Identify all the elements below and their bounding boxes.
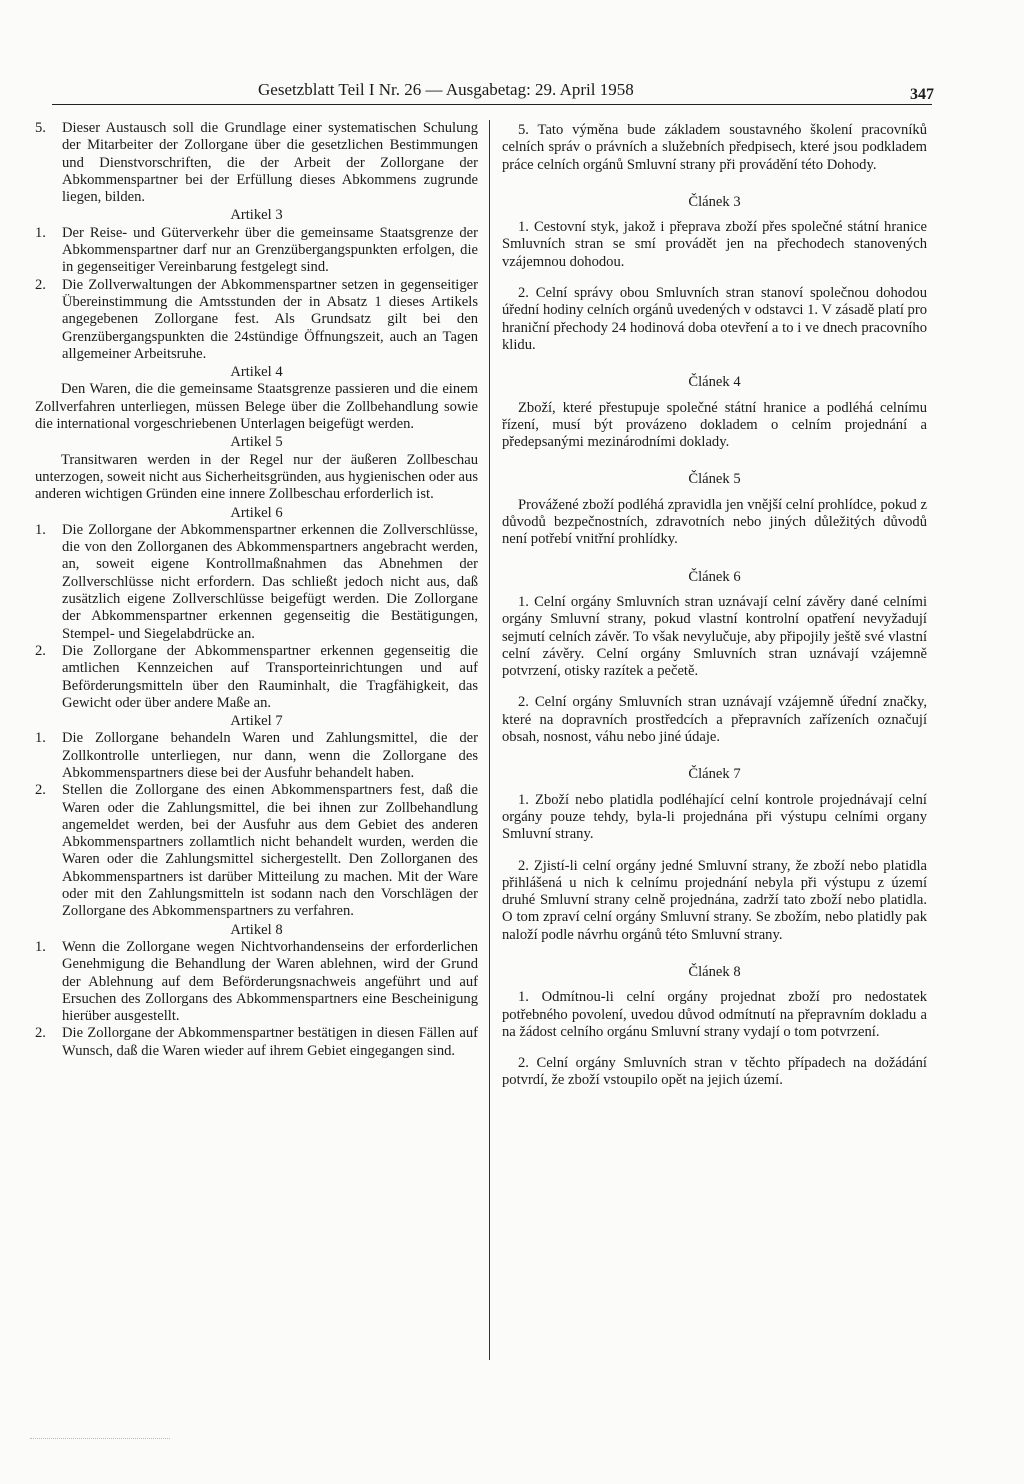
- clanek-2-paragraph-5: 5. Tato výměna bude základem soustavného školení pracovníků celních správ o právních a služebních předpisech, které jsou podkladem práce celních orgánů Smluvní strany při provádění této Dohody.: [502, 122, 927, 173]
- article-2-paragraph-5: [35, 120, 478, 206]
- paragraph-number: 2.: [35, 1025, 46, 1042]
- column-divider: [489, 120, 490, 1360]
- paragraph-number: 1.: [35, 224, 46, 241]
- article-6-paragraph-1: [35, 522, 478, 643]
- clanek-7-paragraph-2: 2. Zjistí-li celní orgány jedné Smluvní strany, že zboží nebo platidla přihlášená u nich k celnímu projednání nebyla při výstupu z území druhé Smluvní strany celně projednána, zadrží tato zboží nebo platidla. O tom zpraví celní orgány Smluvní strany. Se zbožím, nebo platidly pak naloží podle návrhu orgánů této Smluvní strany.: [502, 857, 927, 943]
- article-3-paragraph-1: [35, 225, 478, 277]
- article-5-heading: Artikel 5: [230, 434, 283, 451]
- clanek-7-heading: Článek 7: [688, 766, 741, 783]
- article-8-paragraph-1: [35, 939, 478, 1025]
- article-5-text: Transitwaren werden in der Regel nur der äußeren Zollbeschau unterzogen, soweit nicht aus Sicherheitsgründen, aus hygienischen oder aus anderen wichtigen Gründen eine innere Zollbeschau erforderlich ist.: [35, 451, 478, 503]
- paragraph-text: Stellen die Zollorgane des einen Abkommenspartners fest, daß die Waren oder die Zahlungsmittel, die bei ihnen zur Zollbehandlung angemeldet werden, bei der Ausfuhr aus dem Gebiet des anderen Abkommenspartners zollamtlich nicht behandelt wurden, werden die Waren oder die Zahlungsmittel sichergestellt. Den Zollorganen des Abkommenspartners ist darüber Mitteilung zu machen. Mit der Ware oder mit den Zahlungsmitteln ist sodann nach den Vorschlägen der Zollorgane des Abkommenspartners zu verfahren.: [62, 782, 478, 920]
- clanek-3-heading: Článek 3: [688, 193, 741, 210]
- paragraph-number: 2.: [35, 782, 46, 799]
- paragraph-number: 1.: [35, 521, 46, 538]
- clanek-8-heading: Článek 8: [688, 963, 741, 980]
- paragraph-text: Wenn die Zollorgane wegen Nichtvorhandenseins der erforderlichen Genehmigung die Behandlung der Waren ablehnen, wird der Grund der Ablehnung auf dem Beförderungsnachweis angeführt und auf Ersuchen des Zollorgans des Abkommenspartners eine Bescheinigung hierüber ausgestellt.: [62, 938, 478, 1025]
- paragraph-text: Die Zollorgane der Abkommenspartner bestätigen in diesen Fällen auf Wunsch, daß die Waren wieder auf ihrem Gebiet eingegangen sind.: [62, 1025, 478, 1059]
- article-6-paragraph-2: [35, 643, 478, 712]
- clanek-7-paragraph-1: 1. Zboží nebo platidla podléhající celní kontrole projednávají celní orgány pouze tehdy, byla-li projednána při výstupu celními organy Smluvní strany.: [502, 791, 927, 843]
- running-header-title: Gesetzblatt Teil I Nr. 26 — Ausgabetag: 29. April 1958: [258, 80, 634, 99]
- clanek-6-paragraph-2: 2. Celní orgány Smluvních stran uznávají vzájemně úřední značky, které na dopravních prostředcích a přepravních zařízeních označují obsah, nosnost, váhu nebo jiné údaje.: [502, 694, 927, 746]
- paragraph-text: Der Reise- und Güterverkehr über die gemeinsame Staatsgrenze der Abkommenspartner darf nur an Grenzübergangspunkten erfolgen, die in gegenseitiger Vereinbarung festgelegt sind.: [62, 224, 478, 276]
- article-3-heading: Artikel 3: [230, 207, 283, 224]
- paragraph-text: Die Zollorgane behandeln Waren und Zahlungsmittel, die der Zollkontrolle unterliegen, nur dann, wenn die Zollorgane des Abkommenspartners diese bei der Ausfuhr behandelt haben.: [62, 730, 478, 781]
- paragraph-number: 1.: [35, 938, 46, 955]
- header-rule: [52, 104, 932, 105]
- clanek-4-heading: Článek 4: [688, 374, 741, 391]
- page-number: 347: [910, 86, 934, 103]
- clanek-3-paragraph-2: 2. Celní správy obou Smluvních stran stanoví společnou dohodou úřední hodiny celních orgánů uvedených v odstavci 1. V zásadě platí pro hraniční přechody 24 hodinová doba otevření a to i ve dnech pracovního klidu.: [502, 285, 927, 353]
- german-column: [35, 120, 478, 1060]
- czech-column: [502, 120, 927, 1104]
- article-8-paragraph-2: [35, 1025, 478, 1060]
- paragraph-number: 2.: [35, 642, 46, 659]
- clanek-6-paragraph-1: 1. Celní orgány Smluvních stran uznávají celní závěry dané celními orgány Smluvní strany, pokud vlastní kontrolní opatření nevyžadují sejmutí celních závěr. To však nevylučuje, aby připojily ještě své vlastní celní závěry. Celní orgány Smluvních stran uznávají vzájemně potvrzení, otisky razítek a pečetě.: [502, 593, 927, 680]
- article-7-heading: Artikel 7: [230, 713, 283, 730]
- scan-artifact: [30, 1438, 170, 1445]
- article-6-heading: Artikel 6: [230, 504, 283, 521]
- paragraph-number: 2.: [35, 276, 46, 293]
- paragraph-text: Dieser Austausch soll die Grundlage einer systematischen Schulung der Mitarbeiter der Zollorgane über die gesetzlichen Bestimmungen und Dienstvorschriften, die der Arbeit der Zollorgane der Abkommenspartner bei der Erfüllung dieses Abkommens zugrunde liegen, bilden.: [62, 120, 478, 206]
- paragraph-number: 5.: [35, 120, 46, 136]
- article-8-heading: Artikel 8: [230, 921, 283, 938]
- clanek-8-paragraph-1: 1. Odmítnou-li celní orgány projednat zboží pro nedostatek potřebného povolení, uvedou důvod odmítnutí na přepravním dokladu a na žádost celního orgánu Smluvní strany vydají o tom potvrzení.: [502, 989, 927, 1040]
- paragraph-number: 1.: [35, 730, 46, 747]
- paragraph-text: Die Zollorgane der Abkommenspartner erkennen gegenseitig die amtlichen Kennzeichen auf Transporteinrichtungen und auf Beförderungsmitteln über den Rauminhalt, die Tragfähigkeit, das Gewicht oder über andere Maße an.: [62, 642, 478, 711]
- clanek-4-text: Zboží, které přestupuje společné státní hranice a podléhá celnímu řízení, musí být provázeno dokladem o celním projednání a předepsanými mezinárodními doklady.: [502, 399, 927, 451]
- clanek-8-paragraph-2: 2. Celní orgány Smluvních stran v těchto případech na dožádání potvrdí, že zboží vstoupilo opět na jejich území.: [502, 1055, 927, 1089]
- clanek-5-heading: Článek 5: [688, 471, 741, 488]
- article-4-heading: Artikel 4: [230, 364, 283, 381]
- article-4-text: Den Waren, die die gemeinsame Staatsgrenze passieren und die einem Zollverfahren unterliegen, müssen Belege über die Zollbehandlung sowie die international vorgeschriebenen Unterlagen beigefügt werden.: [35, 381, 478, 433]
- page-header: [52, 80, 932, 106]
- article-7-paragraph-2: [35, 782, 478, 920]
- article-7-paragraph-1: [35, 730, 478, 782]
- clanek-6-heading: Článek 6: [688, 568, 741, 585]
- clanek-5-text: Provážené zboží podléhá zpravidla jen vnější celní prohlídce, pokud z důvodů bezpečnostních, zdravotních nebo jiných důležitých důvodů není potřebí vnitřní prohlídky.: [502, 496, 927, 548]
- article-3-paragraph-2: [35, 277, 478, 363]
- paragraph-text: Die Zollorgane der Abkommenspartner erkennen die Zollverschlüsse, die von den Zollorganen des Abkommenspartners angebracht werden, an, soweit eigene Kontrollmaßnahmen das Abnehmen der Zollverschlüsse nicht erfordern. Das schließt jedoch nicht aus, daß zusätzlich eigene Zollverschlüsse beigefügt werden. Die Zollorgane der Abkommenspartner erkennen gegenseitig die Bestätigungen, Stempel- und Siegelabdrücke an.: [62, 521, 478, 642]
- clanek-3-paragraph-1: 1. Cestovní styk, jakož i přeprava zboží přes společné státní hranice Smluvních stran se smí provádět jen na přechodech stanovených vzájemnou dohodou.: [502, 219, 927, 270]
- paragraph-text: Die Zollverwaltungen der Abkommenspartner setzen in gegenseitiger Übereinstimmung die Amtsstunden der in Absatz 1 dieses Artikels angegebenen Zollorgane fest. Als Grundsatz gilt bei den Grenzübergangspunkten die 24stündige Öffnungszeit, auch an Tagen allgemeiner Arbeitsruhe.: [62, 276, 478, 362]
